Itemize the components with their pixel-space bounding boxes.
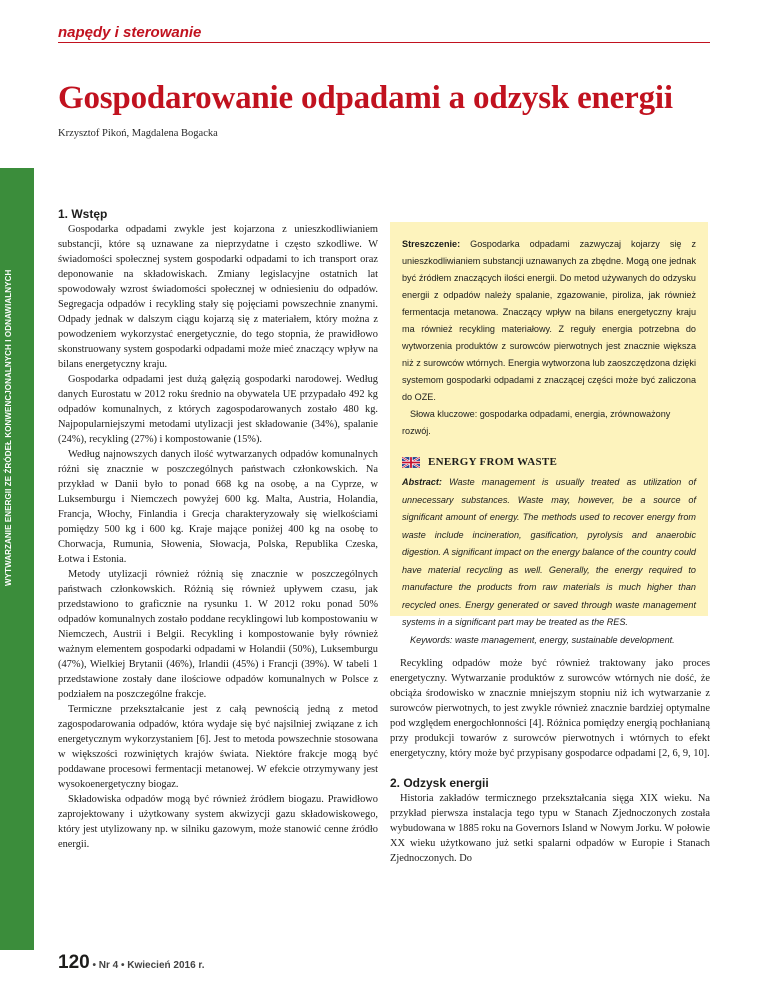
abstract-pl-label: Streszczenie: bbox=[402, 239, 461, 249]
left-column bbox=[58, 206, 378, 852]
paragraph: Gospodarka odpadami zwykle jest kojarzona z unieszkodliwianiem substancji, które są uznawane za nieprzydatne i często szkodliwe. W świadomości społecznej system gospodarki odpadami to ich transport oraz deponowanie na składowiskach. Zmiany legislacyjne ostatnich lat spowodowały wzrost świadomości społecznej w odniesieniu do odpadów. Segregacja odpadów i recykling stały się pojęciami powszechnie znanymi. Odpady jednak w dalszym ciągu kojarzą się z materiałem, który można z powodzeniem wykorzystać energetycznie, do tego stopnia, że prawidłowo skonstruowany system gospodarki odpadami może mieć znaczący wpływ na bilans energetyczny kraju. bbox=[58, 224, 378, 370]
abstract-pl-text: Gospodarka odpadami zazwyczaj kojarzy się z unieszkodliwianiem substancji uznawanych za zbędne. Mogą one jednak być źródłem znaczących ilości energii. Do metod używanych do odzysku energii z odpadów należy spalanie, zgazowanie, piroliza, jak również fermentacja metanowa. Znaczący wpływ na bilans energetyczny kraju ma również recykling materiałowy. Z reguły energia potrzebna do wytworzenia produktów z surowców pierwotnych jest znacznie większa niż z surowców wtórnych. Energia wytworzona lub zaoszczędzona dzięki systemom gospodarki odpadami z znaczącej części może być zaliczona do OZE. bbox=[402, 239, 696, 402]
section-tag: napędy i sterowanie bbox=[58, 24, 202, 41]
right-column bbox=[390, 656, 710, 866]
header-rule bbox=[58, 42, 710, 43]
paragraph: Składowiska odpadów mogą być również źródłem biogazu. Prawidłowo zaprojektowany i użytkowany system akwizycji gazu składowiskowego, który jest utylizowany np. w silniku gazowym, może stanowić cenne źródło energii. bbox=[58, 794, 378, 850]
paragraph: Historia zakładów termicznego przekształcania sięga XIX wieku. Na przykład pierwsza instalacja tego typu w Stanach Zjednoczonych została wybudowana w 1885 roku na Governors Island w Nowym Jorku. W połowie XX wieku użytkowano już setki spalarni odpadów w Europie i Stanach Zjednoczonych. Do bbox=[390, 793, 710, 864]
abstract-box bbox=[390, 222, 708, 645]
uk-flag-icon bbox=[402, 457, 420, 468]
page-footer bbox=[58, 952, 205, 974]
paragraph: Recykling odpadów może być również traktowany jako proces energetyczny. Wytwarzanie produktów z surowców wtórnych nie dość, że obciąża środowisko w znacznie mniejszym stopniu niż ich wytwarzanie z surowców pierwotnych, to jest zwykle również znacznie bardziej optymalne pod względem energochłonności [4]. Różnica pomiędzy energią pochłanianą przy produkcji towarów z surowców pierwotnych i wtórnych to efekt energetyczny, który może być przypisany gospodarce odpadami [2, 6, 9, 10]. bbox=[390, 658, 710, 759]
paragraph: Gospodarka odpadami jest dużą gałęzią gospodarki narodowej. Według danych Eurostatu w 2012 roku średnio na obywatela UE przypadało 492 kg odpadów komunalnych, z których zagospodarowanych zostało 480 kg. Najpopularniejszymi metodami utylizacji jest składowanie (34%), spalanie (24%), recykling (27%) i kompostowanie (15%). bbox=[58, 374, 378, 445]
section-heading-1: 1. Wstęp bbox=[58, 207, 108, 221]
paragraph: Metody utylizacji również różnią się znacznie w poszczególnych państwach członkowskich. Różnią się również upływem czasu, jak przedstawiono to graficznie na rysunku 1. W 2012 roku ponad 50% odpadów komunalnych zostało poddane recyklingowi lub kompostowaniu w Niemczech, Austrii i Belgii. Recykling i kompostowanie były również ważnym elementem gospodarki odpadami w Holandii (50%), Luksemburgu (47%), Wielkiej Brytanii (46%), Irlandii (45%) i Francji (39%). W tabeli 1 przedstawione zostały dane ilościowe odpadów komunalnych w Polsce z podziałem na poszczególne frakcje. bbox=[58, 569, 378, 700]
paragraph: Termiczne przekształcanie jest z całą pewnością jedną z metod zagospodarowania odpadów, która wydaje się być najsilniej związane z ich energetycznym wykorzystaniem [6]. Jest to metoda powszechnie stosowana w większości rozwiniętych krajów świata. Niektóre frakcje mogą być poddawane procesowi fermentacji metanowej. W efekcie otrzymywany jest wysokoenergetyczny biogaz. bbox=[58, 704, 378, 790]
authors: Krzysztof Pikoń, Magdalena Bogacka bbox=[58, 128, 218, 139]
abstract-pl bbox=[402, 236, 696, 406]
keywords-pl: Słowa kluczowe: gospodarka odpadami, energia, zrównoważony rozwój. bbox=[402, 409, 671, 436]
keywords-en: Keywords: waste management, energy, sustainable development. bbox=[410, 634, 675, 645]
abstract-en bbox=[402, 474, 696, 632]
abstract-en-label: Abstract: bbox=[402, 477, 442, 487]
abstract-en-text: Waste management is usually treated as utilization of unnecessary substances. Waste may, however, be a source of significant amount of energy. The methods used to recover energy from waste include incineration, gasification, pyrolysis and anaerobic digestion. A significant impact on the energy balance of the country could have material recycling as well. Generally, the energy required to manufacture the products from raw materials is much higher than recycled ones. Energy generated or saved through waste management systems in a significant part may be treated as the RES. bbox=[402, 477, 696, 627]
english-heading-text: ENERGY FROM WASTE bbox=[428, 456, 558, 468]
page-number: 120 bbox=[58, 952, 90, 973]
article-title: Gospodarowanie odpadami a odzysk energii bbox=[58, 80, 673, 116]
english-abstract-heading bbox=[402, 456, 696, 468]
issue-info: • Nr 4 • Kwiecień 2016 r. bbox=[89, 960, 205, 971]
section-heading-2: 2. Odzysk energii bbox=[390, 776, 489, 790]
paragraph: Według najnowszych danych ilość wytwarzanych odpadów komunalnych różni się znacznie w poszczególnych państwach członkowskich. Na przykład w Danii było to ponad 668 kg na osobę, a na Cyprze, w Luksemburgu i Niemczech powyżej 600 kg. Malta, Austria, Holandia, Francja, Włochy, Finlandia i Grecja charakteryzowały się wielkościami pomiędzy 500 kg i 600 kg. Kraje mające poniżej 400 kg na osobę to Chorwacja, Rumunia, Słowenia, Słowacja, Polska, Republika Czeska, Łotwa i Estonia. bbox=[58, 449, 378, 565]
